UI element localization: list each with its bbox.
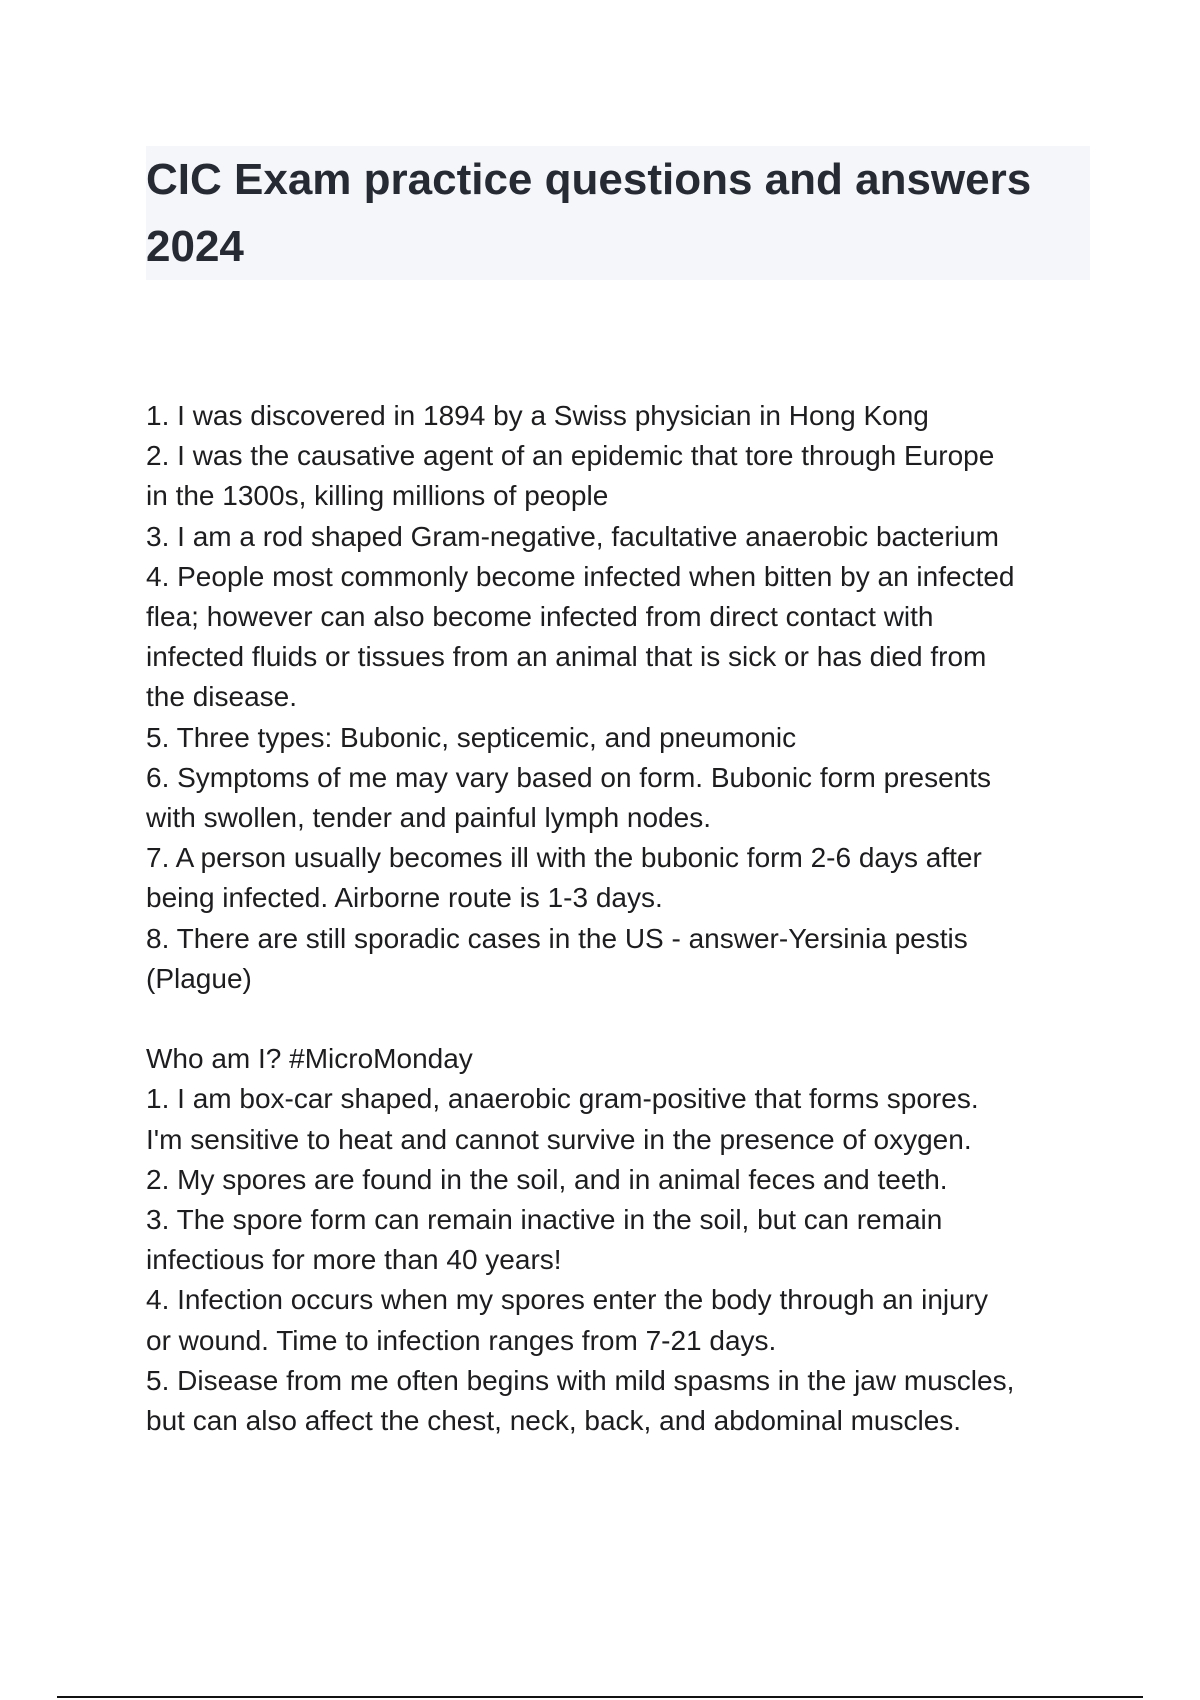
text-line: with swollen, tender and painful lymph nodes.: [146, 802, 712, 834]
title-block: [146, 146, 1090, 280]
text-line: 5. Disease from me often begins with mild spasms in the jaw muscles,: [146, 1364, 1015, 1396]
document-title: [146, 146, 1090, 280]
text-line: infected fluids or tissues from an animal that is sick or has died from: [146, 641, 987, 673]
text-line: 1. I am box-car shaped, anaerobic gram-positive that forms spores.: [146, 1083, 979, 1115]
footer-divider: [57, 1696, 1143, 1698]
text-line: (Plague): [146, 962, 252, 994]
document-body: [146, 396, 1096, 1441]
text-line: flea; however can also become infected from direct contact with: [146, 601, 934, 633]
text-line: 7. A person usually becomes ill with the bubonic form 2-6 days after: [146, 842, 982, 874]
text-line: being infected. Airborne route is 1-3 days.: [146, 882, 663, 914]
text-line: or wound. Time to infection ranges from 7-21 days.: [146, 1324, 777, 1356]
text-line: infectious for more than 40 years!: [146, 1244, 562, 1276]
text-line: 1. I was discovered in 1894 by a Swiss physician in Hong Kong: [146, 400, 929, 431]
text-line: 2. My spores are found in the soil, and in animal feces and teeth.: [146, 1163, 948, 1195]
title-line: CIC Exam practice questions and answers: [146, 155, 1032, 204]
tetanus-question-list: [146, 1039, 1096, 1441]
text-line: 4. Infection occurs when my spores enter the body through an injury: [146, 1284, 989, 1316]
text-line: 3. I am a rod shaped Gram-negative, facultative anaerobic bacterium: [146, 520, 999, 552]
text-line: 3. The spore form can remain inactive in the soil, but can remain: [146, 1204, 943, 1236]
text-line: in the 1300s, killing millions of people: [146, 480, 609, 512]
paragraph-spacer: [146, 999, 1096, 1039]
text-line: 4. People most commonly become infected when bitten by an infected: [146, 560, 1015, 592]
text-line: I'm sensitive to heat and cannot survive in the presence of oxygen.: [146, 1123, 972, 1155]
plague-question-list: [146, 396, 1096, 999]
text-line: 8. There are still sporadic cases in the US - answer-Yersinia pestis: [146, 922, 968, 954]
text-line: but can also affect the chest, neck, back, and abdominal muscles.: [146, 1405, 962, 1437]
section-heading: Who am I? #MicroMonday: [146, 1043, 473, 1075]
text-line: 6. Symptoms of me may vary based on form. Bubonic form presents: [146, 761, 992, 793]
text-line: 5. Three types: Bubonic, septicemic, and pneumonic: [146, 721, 797, 753]
text-line: the disease.: [146, 681, 297, 713]
title-line: 2024: [146, 222, 244, 271]
text-line: 2. I was the causative agent of an epidemic that tore through Europe: [146, 440, 995, 472]
